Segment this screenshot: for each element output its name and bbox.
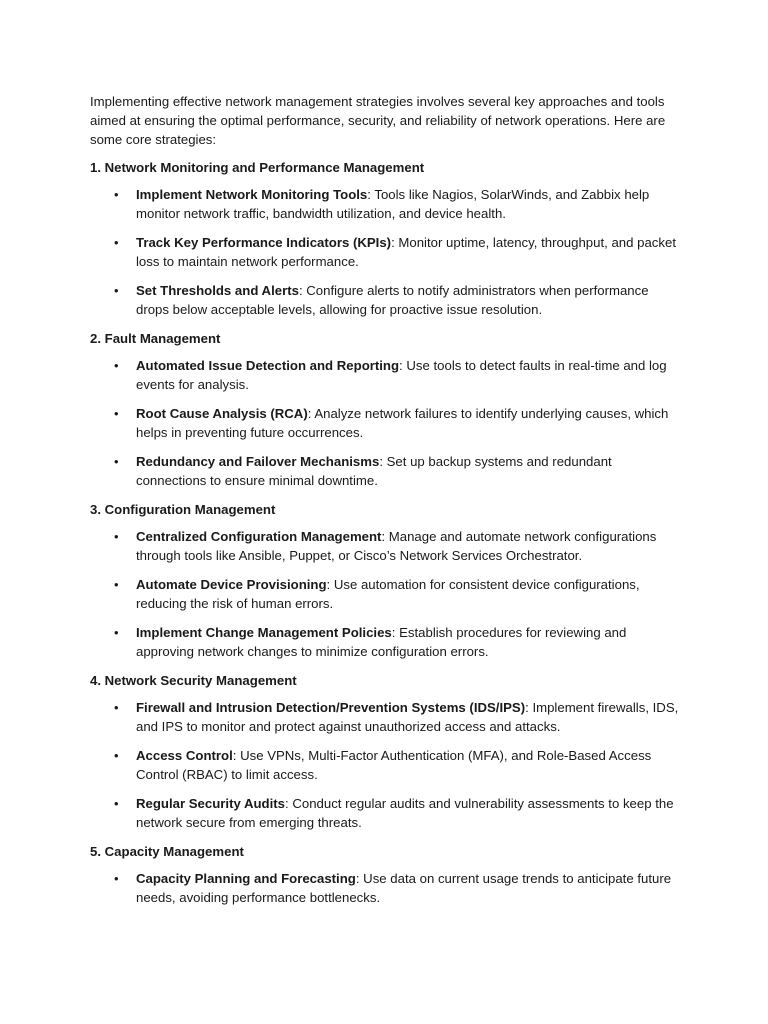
bullet-term: Access Control [136, 748, 233, 763]
bullet-text: : Tools like Nagios, SolarWinds, and Zabbix help monitor network traffic, bandwidth utilization, and device health. [136, 187, 650, 221]
section-heading: 4. Network Security Management [90, 673, 297, 688]
bullet-text: : Implement firewalls, IDS, and IPS to monitor and protect against unauthorized access and attacks. [136, 700, 679, 734]
section-heading: 5. Capacity Management [90, 844, 244, 859]
bullet-term: Track Key Performance Indicators (KPIs) [136, 235, 392, 250]
list-item [90, 452, 680, 490]
list-item [90, 575, 680, 613]
list-item [90, 185, 680, 223]
bullet-text: : Use data on current usage trends to anticipate future needs, avoiding performance bottlenecks. [136, 871, 672, 905]
intro-paragraph: Implementing effective network management strategies involves several key approaches and tools aimed at ensuring the optimal performance, security, and reliability of network operations. Here are some core strategies: [90, 94, 666, 147]
list-item [90, 527, 680, 565]
bullet-text: : Use tools to detect faults in real-time and log events for analysis. [136, 358, 667, 392]
bullet-dot-icon: • [114, 700, 119, 715]
bullet-term: Redundancy and Failover Mechanisms [136, 454, 380, 469]
bullet-dot-icon: • [114, 625, 119, 640]
list-item [90, 281, 680, 319]
bullet-text: : Configure alerts to notify administrators when performance drops below acceptable levels, allowing for proactive issue resolution. [136, 283, 649, 317]
bullet-dot-icon: • [114, 187, 119, 202]
bullet-dot-icon: • [114, 235, 119, 250]
list-item [90, 233, 680, 271]
bullet-text: : Monitor uptime, latency, throughput, and packet loss to maintain network performance. [136, 235, 676, 269]
bullet-list [90, 869, 680, 907]
bullet-list [90, 185, 680, 319]
bullet-text: : Manage and automate network configurations through tools like Ansible, Puppet, or Cisco’s Network Services Orchestrator. [136, 529, 657, 563]
bullet-dot-icon: • [114, 529, 119, 544]
list-item [90, 404, 680, 442]
bullet-dot-icon: • [114, 454, 119, 469]
bullet-term: Firewall and Intrusion Detection/Prevention Systems (IDS/IPS) [136, 700, 526, 715]
bullet-text: : Establish procedures for reviewing and approving network changes to minimize configuration errors. [136, 625, 627, 659]
bullet-dot-icon: • [114, 358, 119, 373]
list-item [90, 794, 680, 832]
list-item [90, 356, 680, 394]
bullet-term: Automated Issue Detection and Reporting [136, 358, 400, 373]
bullet-term: Regular Security Audits [136, 796, 286, 811]
bullet-term: Capacity Planning and Forecasting [136, 871, 356, 886]
list-item [90, 698, 680, 736]
bullet-text: : Set up backup systems and redundant connections to ensure minimal downtime. [136, 454, 612, 488]
sections-container [90, 158, 680, 907]
bullet-text: : Use VPNs, Multi-Factor Authentication (MFA), and Role-Based Access Control (RBAC) to limit access. [136, 748, 652, 782]
list-item [90, 623, 680, 661]
bullet-term: Implement Network Monitoring Tools [136, 187, 368, 202]
bullet-term: Automate Device Provisioning [136, 577, 327, 592]
section-heading: 2. Fault Management [90, 331, 221, 346]
bullet-dot-icon: • [114, 406, 119, 421]
bullet-list [90, 356, 680, 490]
bullet-term: Set Thresholds and Alerts [136, 283, 299, 298]
bullet-dot-icon: • [114, 871, 119, 886]
bullet-dot-icon: • [114, 283, 119, 298]
bullet-term: Root Cause Analysis (RCA) [136, 406, 308, 421]
list-item [90, 746, 680, 784]
bullet-dot-icon: • [114, 577, 119, 592]
bullet-text: : Analyze network failures to identify underlying causes, which helps in preventing future occurrences. [136, 406, 669, 440]
bullet-text: : Use automation for consistent device configurations, reducing the risk of human errors. [136, 577, 640, 611]
bullet-list [90, 698, 680, 832]
bullet-list [90, 527, 680, 661]
section-heading: 1. Network Monitoring and Performance Management [90, 160, 425, 175]
bullet-text: : Conduct regular audits and vulnerability assessments to keep the network secure from emerging threats. [136, 796, 674, 830]
bullet-term: Centralized Configuration Management [136, 529, 382, 544]
bullet-dot-icon: • [114, 796, 119, 811]
bullet-term: Implement Change Management Policies [136, 625, 392, 640]
section-heading: 3. Configuration Management [90, 502, 276, 517]
bullet-dot-icon: • [114, 748, 119, 763]
list-item [90, 869, 680, 907]
